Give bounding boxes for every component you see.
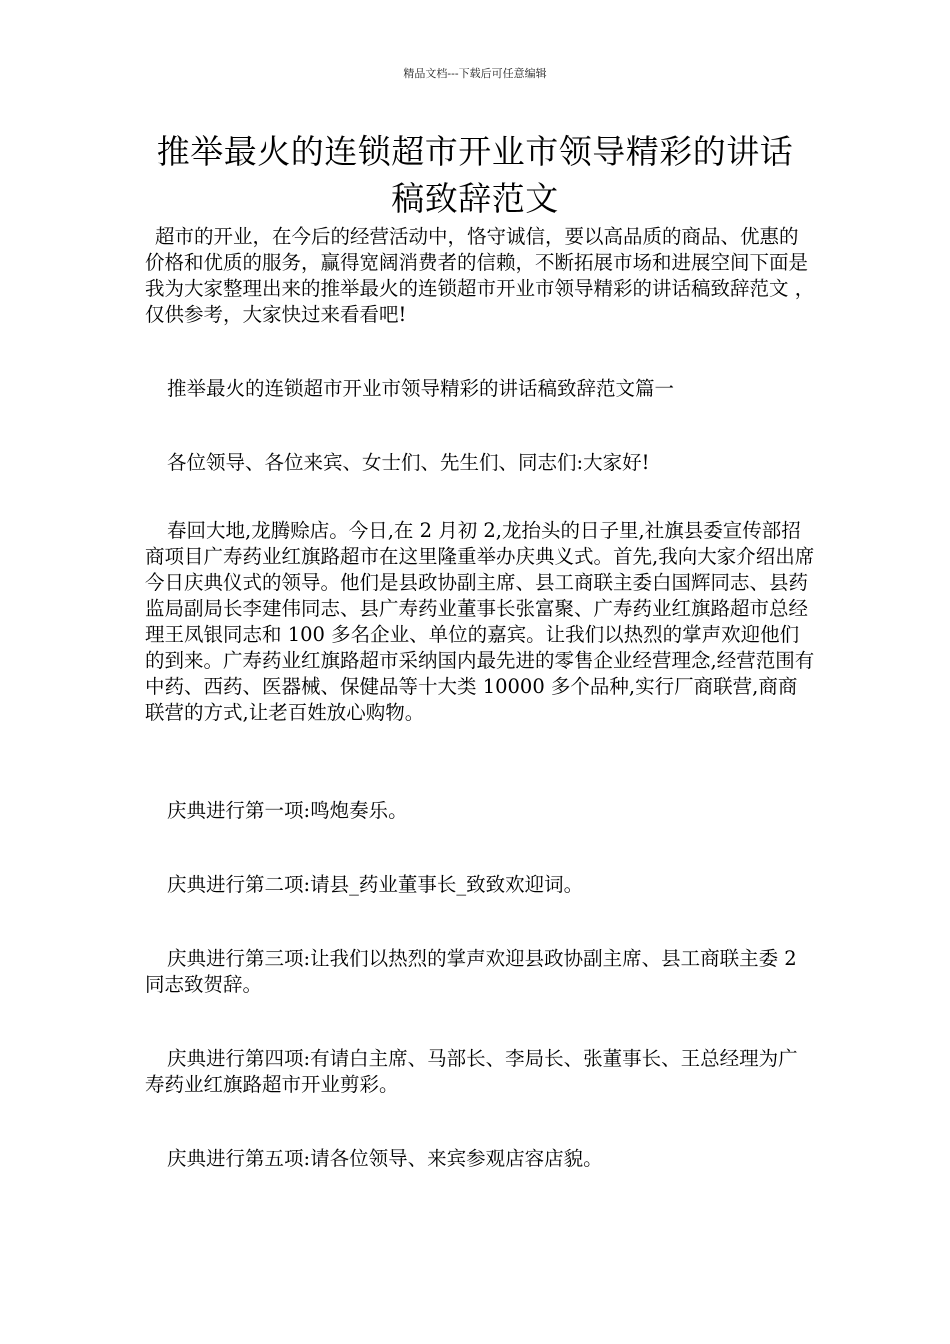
ceremony-item-3: 庆典进行第三项:让我们以热烈的掌声欢迎县政协副主席、县工商联主委 2 同志致贺辞。 [145, 947, 797, 996]
ceremony-item-4: 庆典进行第四项:有请白主席、马部长、李局长、张董事长、王总经理为广寿药业红旗路超市开业剪彩。 [145, 1047, 798, 1096]
greeting-paragraph: 各位领导、各位来宾、女士们、先生们、同志们:大家好! [167, 451, 650, 474]
intro-paragraph: 超市的开业，在今后的经营活动中，恪守诚信，要以高品质的商品、优惠的价格和优质的服务，赢得宽阔消费者的信赖，不断拓展市场和进展空间下面是我为大家整理出来的推举最火的连锁超市开业市领导精彩的讲话稿致辞范文 ，仅供参考，大家快过来看看吧! [145, 225, 815, 326]
header-note: 精品文档---下载后可任意编辑 [403, 67, 547, 80]
section-heading: 推举最火的连锁超市开业市领导精彩的讲话稿致辞范文篇一 [167, 377, 675, 400]
ceremony-item-2: 庆典进行第二项:请县_药业董事长_致致欢迎词。 [167, 873, 584, 896]
body-paragraph: 春回大地,龙腾赊店。今日,在 2 月初 2,龙抬头的日子里,社旗县委宣传部招商项目广寿药业红旗路超市在这里隆重举办庆典义式。首先,我向大家介绍出席今日庆典仪式的领导。他们是县政协副主席、县工商联主委白国辉同志、县药监局副局长李建伟同志、县广寿药业董事长张富聚、广寿药业红旗路超市总经理王凤银同志和 100 多名企业、单位的嘉宾。让我们以热烈的掌声欢迎他们的到来。广寿药业红旗路超市采纳国内最先进的零售企业经营理念,经营范围有中药、西药、医器械、保健品等十大类 10000 多个品种,实行厂商联营,商商联营的方式,让老百姓放心购物。 [145, 519, 815, 724]
ceremony-item-5: 庆典进行第五项:请各位领导、来宾参观店容店貌。 [167, 1147, 603, 1170]
ceremony-item-1: 庆典进行第一项:鸣炮奏乐。 [167, 799, 408, 822]
document-title: 推举最火的连锁超市开业市领导精彩的讲话稿致辞范文 [156, 132, 794, 218]
